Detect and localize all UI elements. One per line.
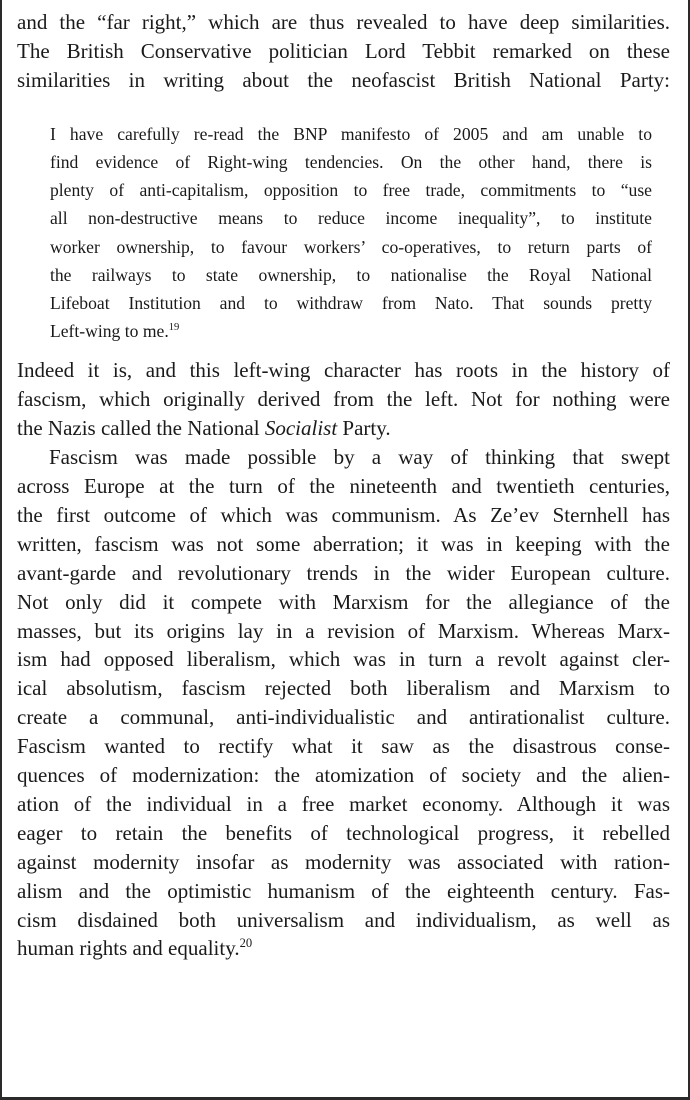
text-segment: Party. xyxy=(337,416,391,441)
text-line: Fascism was made possible by a way of thinking that swept xyxy=(49,445,670,470)
text-line xyxy=(17,934,670,963)
text-line: against modernity insofar as modernity was associated with ration- xyxy=(17,849,670,874)
text-line: ation of the individual in a free market economy. Although it was xyxy=(17,791,670,816)
text-line: create a communal, anti-individualistic and antirationalist culture. xyxy=(17,705,670,730)
text-line: the first outcome of which was communism. As Ze’ev Sternhell has xyxy=(17,502,670,527)
text-line: Indeed it is, and this left-wing character has roots in the history of xyxy=(17,358,670,383)
quote-line: find evidence of Right-wing tendencies. On the other hand, there is xyxy=(50,151,652,172)
text-line: masses, but its origins lay in a revision of Marxism. Whereas Marx- xyxy=(17,618,670,643)
quote-line: all non-destructive means to reduce income inequality”, to institute xyxy=(50,208,652,229)
text-line: ism had opposed liberalism, which was in turn a revolt against cler- xyxy=(17,647,670,672)
text-line: and the “far right,” which are thus revealed to have deep similarities. xyxy=(17,10,670,34)
quote-line: the railways to state ownership, to nationalise the Royal National xyxy=(50,264,652,285)
text-segment: human rights and equality. xyxy=(17,936,240,961)
text-line: cism disdained both universalism and individualism, as well as xyxy=(17,907,670,932)
intro-paragraph xyxy=(17,8,670,95)
text-line: Fascism wanted to rectify what it saw as the disastrous conse- xyxy=(17,734,670,759)
paragraph-left-wing xyxy=(17,356,670,443)
text-line xyxy=(17,414,670,443)
quote-line: I have carefully re-read the BNP manifesto of 2005 and am unable to xyxy=(50,123,652,144)
text-line: written, fascism was not some aberration; it was in keeping with the xyxy=(17,531,670,556)
quote-line: worker ownership, to favour workers’ co-operatives, to return parts of xyxy=(50,236,652,257)
text-line: Not only did it compete with Marxism for the allegiance of the xyxy=(17,589,670,614)
text-line: eager to retain the benefits of technological progress, it rebelled xyxy=(17,820,670,845)
text-line: similarities in writing about the neofascist British National Party: xyxy=(17,67,670,92)
quote-last-text: Left-wing to me. xyxy=(50,321,169,342)
text-line: ical absolutism, fascism rejected both liberalism and Marxism to xyxy=(17,676,670,701)
emphasis-text: Socialist xyxy=(264,416,338,441)
block-quote xyxy=(17,120,670,346)
text-line: quences of modernization: the atomization of society and the alien- xyxy=(17,763,670,788)
quote-line: plenty of anti-capitalism, opposition to free trade, commitments to “use xyxy=(50,180,652,201)
quote-line xyxy=(50,317,652,345)
text-line: fascism, which originally derived from the left. Not for nothing were xyxy=(17,387,670,412)
quote-line: Lifeboat Institution and to withdraw from Nato. That sounds pretty xyxy=(50,292,652,313)
text-line: The British Conservative politician Lord Tebbit remarked on these xyxy=(17,38,670,63)
text-line: across Europe at the turn of the nineteenth and twentieth centuries, xyxy=(17,473,670,498)
text-line: alism and the optimistic humanism of the eighteenth century. Fas- xyxy=(17,878,670,903)
text-line: avant-garde and revolutionary trends in the wider European culture. xyxy=(17,560,670,585)
paragraph-fascism xyxy=(17,443,670,963)
footnote-ref[interactable]: 19 xyxy=(168,322,180,334)
text-segment: the Nazis called the National xyxy=(17,416,265,441)
footnote-ref[interactable]: 20 xyxy=(239,936,253,951)
